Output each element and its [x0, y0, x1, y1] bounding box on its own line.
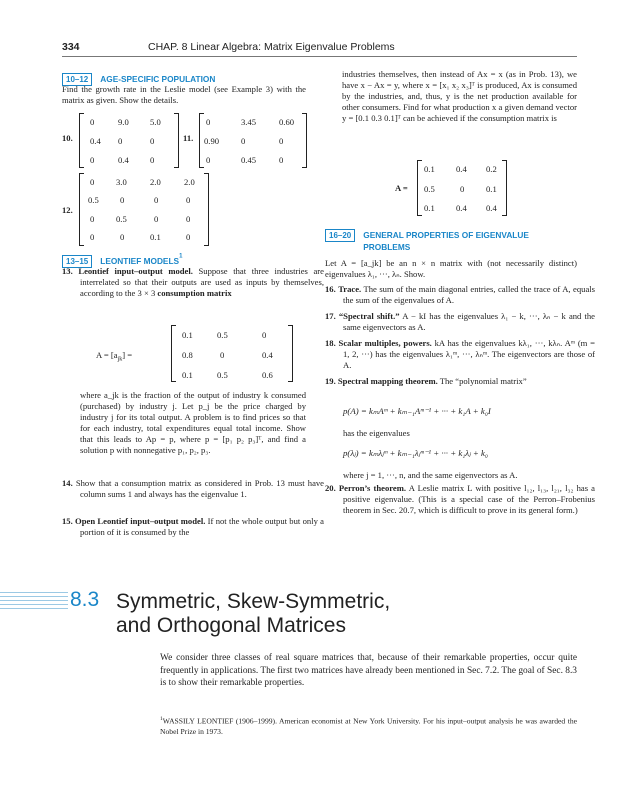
- footnote: [160, 714, 577, 737]
- general-intro: Let A = [a_jk] be an n × n matrix with (not necessarily distinct) eigenvalues λ₁, ···, λₙ. Show.: [325, 258, 577, 280]
- decorative-stripe: [0, 596, 68, 597]
- problem-text: The sum of the main diagonal entries, called the trace of A, equals the sum of the eigenvalues of A.: [343, 284, 595, 306]
- cell: 0.5: [217, 330, 228, 340]
- decorative-stripe: [0, 604, 68, 605]
- problem-17: [325, 311, 595, 333]
- cell: 3.0: [116, 177, 127, 187]
- equation-middle-text: has the eigenvalues: [343, 428, 410, 438]
- footnote-text: WASSILY LEONTIEF (1906–1999). American economist at New York University. For his input–output analysis he was awarded the Nobel Prize in 1973.: [160, 716, 577, 736]
- problem-number: 13.: [62, 266, 73, 276]
- consumption-matrix: [171, 325, 293, 382]
- cell: 0.4: [90, 136, 101, 146]
- cell: 0.5: [217, 370, 228, 380]
- problem-number: 16.: [325, 284, 336, 294]
- cell: 0: [90, 177, 95, 187]
- age-tag: 10–12: [62, 73, 92, 86]
- cell: 0.2: [486, 164, 497, 174]
- cell: 0.6: [262, 370, 273, 380]
- cell: 0: [186, 195, 191, 205]
- cell: 0: [220, 350, 225, 360]
- cell: 0: [90, 214, 95, 224]
- problem-heading: Leontief input–output model.: [78, 266, 193, 276]
- section-title-line2: and Orthogonal Matrices: [116, 614, 346, 637]
- cell: 0.90: [204, 136, 220, 146]
- problem-number: 15.: [62, 516, 73, 526]
- cell: 0: [186, 214, 191, 224]
- problem-bold: consumption matrix: [157, 288, 232, 299]
- cell: 0.8: [182, 350, 193, 360]
- cell: 0.1: [486, 184, 497, 194]
- cell: 0.45: [241, 155, 257, 165]
- cell: 0.4: [486, 203, 497, 213]
- matrix-12-label: 12.: [62, 205, 73, 215]
- running-head: CHAP. 8 Linear Algebra: Matrix Eigenvalue Problems: [148, 41, 395, 53]
- section-number: 8.3: [70, 588, 100, 611]
- equation-polynomial-matrix: p(A) = kₘAᵐ + kₘ₋₁Aᵐ⁻¹ + ··· + k₁A + k₀I: [343, 406, 491, 416]
- open-consumption-matrix: [417, 160, 507, 216]
- cell: 0.1: [424, 164, 435, 174]
- problem-20: [325, 483, 595, 516]
- problem-15: [62, 516, 324, 538]
- problem-text: The “polynomial matrix”: [439, 376, 527, 386]
- problem-heading: Perron’s theorem.: [338, 483, 407, 493]
- cell: 0.4: [456, 203, 467, 213]
- matrix-11-label: 11.: [183, 133, 194, 143]
- decorative-stripe: [0, 592, 68, 593]
- cell: 2.0: [150, 177, 161, 187]
- matrix-12: [79, 173, 209, 246]
- problem-text: If not the whole output but only a portion of it is consumed by the: [80, 516, 324, 538]
- age-title: AGE-SPECIFIC POPULATION: [100, 74, 216, 84]
- problem-13-rest: where a_jk is the fraction of the output of industry k consumed (purchased) by industry j. Let p_j be the price charged by industry j for its total output. A problem is to find prices so that for each industry, total expenditures equal total income. Show that this leads to Ap = p, where p = [p₁ p₂ p₃]ᵀ, and find a solution p with nonnegative p₁, p₂, p₃.: [80, 390, 306, 456]
- cell: 0: [186, 232, 191, 242]
- cell: 0: [279, 136, 284, 146]
- problem-heading: Scalar multiples, powers.: [338, 338, 432, 348]
- open-matrix-label: A =: [395, 183, 408, 193]
- consumption-matrix-label: $A = [a_{jk}]$ =: [96, 350, 133, 363]
- cell: 9.0: [118, 117, 129, 127]
- equation-eigenvalues: p(λⱼ) = kₘλⱼᵐ + kₘ₋₁λⱼᵐ⁻¹ + ··· + k₁λⱼ + k₀: [343, 448, 488, 458]
- cell: 0.60: [279, 117, 295, 127]
- cell: 0: [262, 330, 267, 340]
- section-title-line1: Symmetric, Skew-Symmetric,: [116, 590, 391, 613]
- page-number: 334: [62, 41, 80, 53]
- problem-number: 20.: [325, 483, 336, 493]
- cell: 0.1: [182, 370, 193, 380]
- problem-text: Suppose that three industries are interrelated so that their outputs are used as inputs by themselves, according to the 3 × 3: [80, 266, 324, 299]
- cell: 0.5: [424, 184, 435, 194]
- cell: 0: [154, 214, 159, 224]
- cell: 0: [150, 155, 155, 165]
- cell: 0.5: [88, 195, 99, 205]
- problem-heading: “Spectral shift.”: [338, 311, 400, 321]
- problem-text: A − kI has the eigenvalues λ₁ − k, ···, λₙ − k and the same eigenvectors as A.: [343, 311, 595, 333]
- cell: 0: [460, 184, 465, 194]
- problem-heading: Spectral mapping theorem.: [337, 376, 438, 386]
- cell: 3.45: [241, 117, 257, 127]
- cell: 0.5: [116, 214, 127, 224]
- cell: 0: [206, 155, 211, 165]
- problem-number: 18.: [325, 338, 336, 348]
- cell: 0: [90, 232, 95, 242]
- footnote-mark: 1: [160, 716, 163, 722]
- cell: 5.0: [150, 117, 161, 127]
- problem-14: [62, 478, 324, 500]
- cell: 0.1: [424, 203, 435, 213]
- cell: 0.4: [262, 350, 273, 360]
- matrix-10-label: 10.: [62, 133, 73, 143]
- cell: 0.1: [182, 330, 193, 340]
- cell: 2.0: [184, 177, 195, 187]
- decorative-stripe: [0, 600, 68, 601]
- cell: 0: [90, 155, 95, 165]
- problem-heading: Trace.: [338, 284, 362, 294]
- section-body: We consider three classes of real square matrices that, because of their remarkable properties, occur quite frequently in applications. The first two matrices have already been mentioned in Sec. 7.2. The goal of Sec. 8.3 is to show their remarkable properties.: [160, 653, 577, 689]
- leontief-tag: 13–15: [62, 255, 92, 268]
- cell: 0.4: [456, 164, 467, 174]
- decorative-stripe: [0, 608, 68, 609]
- cell: 0.1: [150, 232, 161, 242]
- problem-text: Show that a consumption matrix as considered in Prob. 13 must have column sums 1 and always has the eigenvalue 1.: [75, 478, 324, 500]
- problem-19: [325, 376, 595, 387]
- problem-text: kA has the eigenvalues kλ₁, ···, kλₙ. Aᵐ (m = 1, 2, ···) has the eigenvalues λ₁ᵐ, ···, λₙᵐ. The eigenvectors are those of A.: [343, 338, 595, 371]
- cell: 0: [150, 136, 155, 146]
- cell: 0.4: [118, 155, 129, 165]
- problem-13: [62, 266, 324, 299]
- problem-number: 19.: [325, 376, 336, 386]
- cell: 0: [154, 195, 159, 205]
- cell: 0: [118, 136, 123, 146]
- cell: 0: [120, 195, 125, 205]
- age-intro: Find the growth rate in the Leslie model (see Example 3) with the matrix as given. Show the details.: [62, 84, 306, 106]
- problem-text: A Leslie matrix L with positive l₁₂, l₁₃, l₂₁, l₃₂ has a positive eigenvalue. (This is a special case of the Perron–Frobenius theorem in Sec. 20.7, which is difficult to prove in its general form.): [343, 483, 595, 516]
- problem-15-continued: industries themselves, then instead of Ax = x (as in Prob. 13), we have x − Ax = y, where x = [x₁ x₂ x₃]ᵀ is produced, Ax is consumed by the industries, and, thus, y is the net production available for other consumers. Find for what production x a given demand vector y = [0.1 0.3 0.1]ᵀ can be achieved if the consumption matrix is: [342, 69, 577, 124]
- general-tag: 16–20: [325, 229, 355, 242]
- header-rule: [62, 56, 577, 57]
- cell: 0: [279, 155, 284, 165]
- footnote-ref: 1: [179, 253, 183, 260]
- problem-number: 14.: [62, 478, 73, 488]
- problem-16: [325, 284, 595, 306]
- matrix-11: [199, 113, 307, 168]
- general-title: GENERAL PROPERTIES OF EIGENVALUE PROBLEMS: [363, 230, 529, 252]
- cell: 0: [241, 136, 246, 146]
- general-section-heading: [325, 229, 577, 255]
- problem-heading: Open Leontief input–output model.: [75, 516, 206, 526]
- cell: 0: [90, 117, 95, 127]
- leontief-title: LEONTIEF MODELS: [100, 256, 180, 266]
- cell: 0: [120, 232, 125, 242]
- problem-18: [325, 338, 595, 371]
- problem-number: 17.: [325, 311, 336, 321]
- equation-end-text: where j = 1, ···, n, and the same eigenvectors as A.: [343, 470, 518, 480]
- matrix-10: [79, 113, 179, 168]
- cell: 0: [206, 117, 211, 127]
